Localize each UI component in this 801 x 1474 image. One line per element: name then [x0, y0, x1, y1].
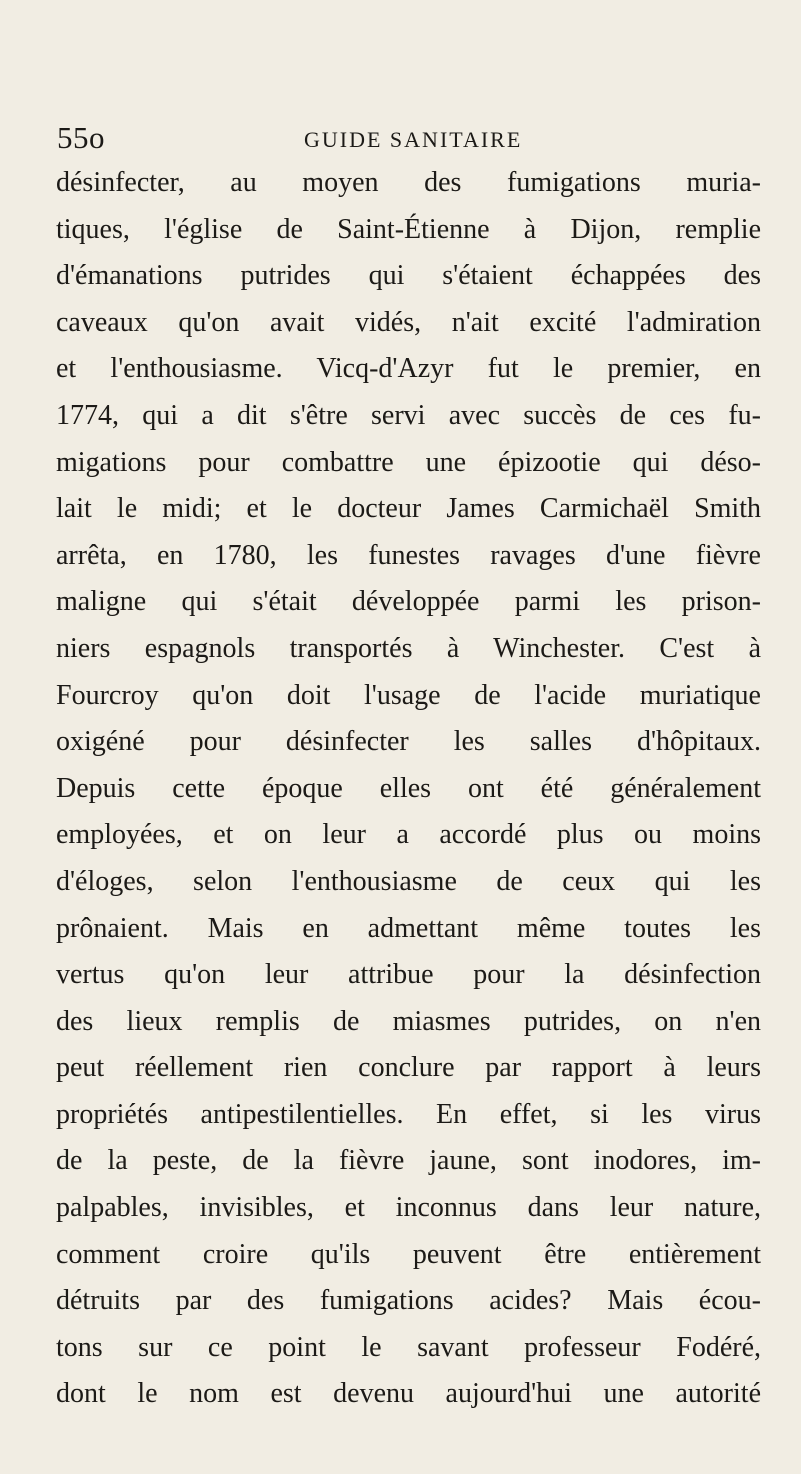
text-line: arrêta, en 1780, les funestes ravages d'une fièvre — [56, 539, 761, 571]
text-line: migations pour combattre une épizootie qui déso- — [56, 446, 761, 478]
text-line: détruits par des fumigations acides? Mais écou- — [56, 1285, 761, 1317]
text-line: tons sur ce point le savant professeur Fodéré, — [56, 1331, 761, 1363]
text-line: vertus qu'on leur attribue pour la désinfection — [56, 959, 761, 991]
text-line: peut réellement rien conclure par rapport à leurs — [56, 1052, 761, 1084]
running-title: GUIDE SANITAIRE — [304, 127, 523, 152]
text-line: d'émanations putrides qui s'étaient échappées des — [56, 260, 761, 292]
running-head — [57, 118, 757, 158]
text-line: comment croire qu'ils peuvent être entièrement — [56, 1238, 761, 1270]
text-line: Fourcroy qu'on doit l'usage de l'acide muriatique — [56, 679, 761, 711]
text-line: maligne qui s'était développée parmi les prison- — [56, 586, 761, 618]
text-line: 1774, qui a dit s'être servi avec succès de ces fu- — [56, 399, 761, 431]
text-line: prônaient. Mais en admettant même toutes les — [56, 912, 761, 944]
text-line: dont le nom est devenu aujourd'hui une autorité — [56, 1378, 761, 1410]
text-line: caveaux qu'on avait vidés, n'ait excité l'admiration — [56, 306, 761, 338]
body-text — [56, 160, 761, 1418]
text-line: tiques, l'église de Saint-Étienne à Dijon, remplie — [56, 213, 761, 245]
text-line: d'éloges, selon l'enthousiasme de ceux qui les — [56, 865, 761, 897]
text-line: lait le midi; et le docteur James Carmichaël Smith — [56, 493, 761, 525]
text-line: et l'enthousiasme. Vicq-d'Azyr fut le premier, en — [56, 353, 761, 385]
page-number: 55o — [57, 120, 105, 155]
text-line: employées, et on leur a accordé plus ou moins — [56, 819, 761, 851]
text-line: des lieux remplis de miasmes putrides, on n'en — [56, 1005, 761, 1037]
text-line: oxigéné pour désinfecter les salles d'hôpitaux. — [56, 726, 761, 758]
text-line: de la peste, de la fièvre jaune, sont inodores, im- — [56, 1145, 761, 1177]
text-line: palpables, invisibles, et inconnus dans leur nature, — [56, 1192, 761, 1224]
text-line: niers espagnols transportés à Winchester. C'est à — [56, 632, 761, 664]
text-line: propriétés antipestilentielles. En effet, si les virus — [56, 1098, 761, 1130]
text-line: Depuis cette époque elles ont été généralement — [56, 772, 761, 804]
text-line: désinfecter, au moyen des fumigations muria- — [56, 167, 761, 198]
